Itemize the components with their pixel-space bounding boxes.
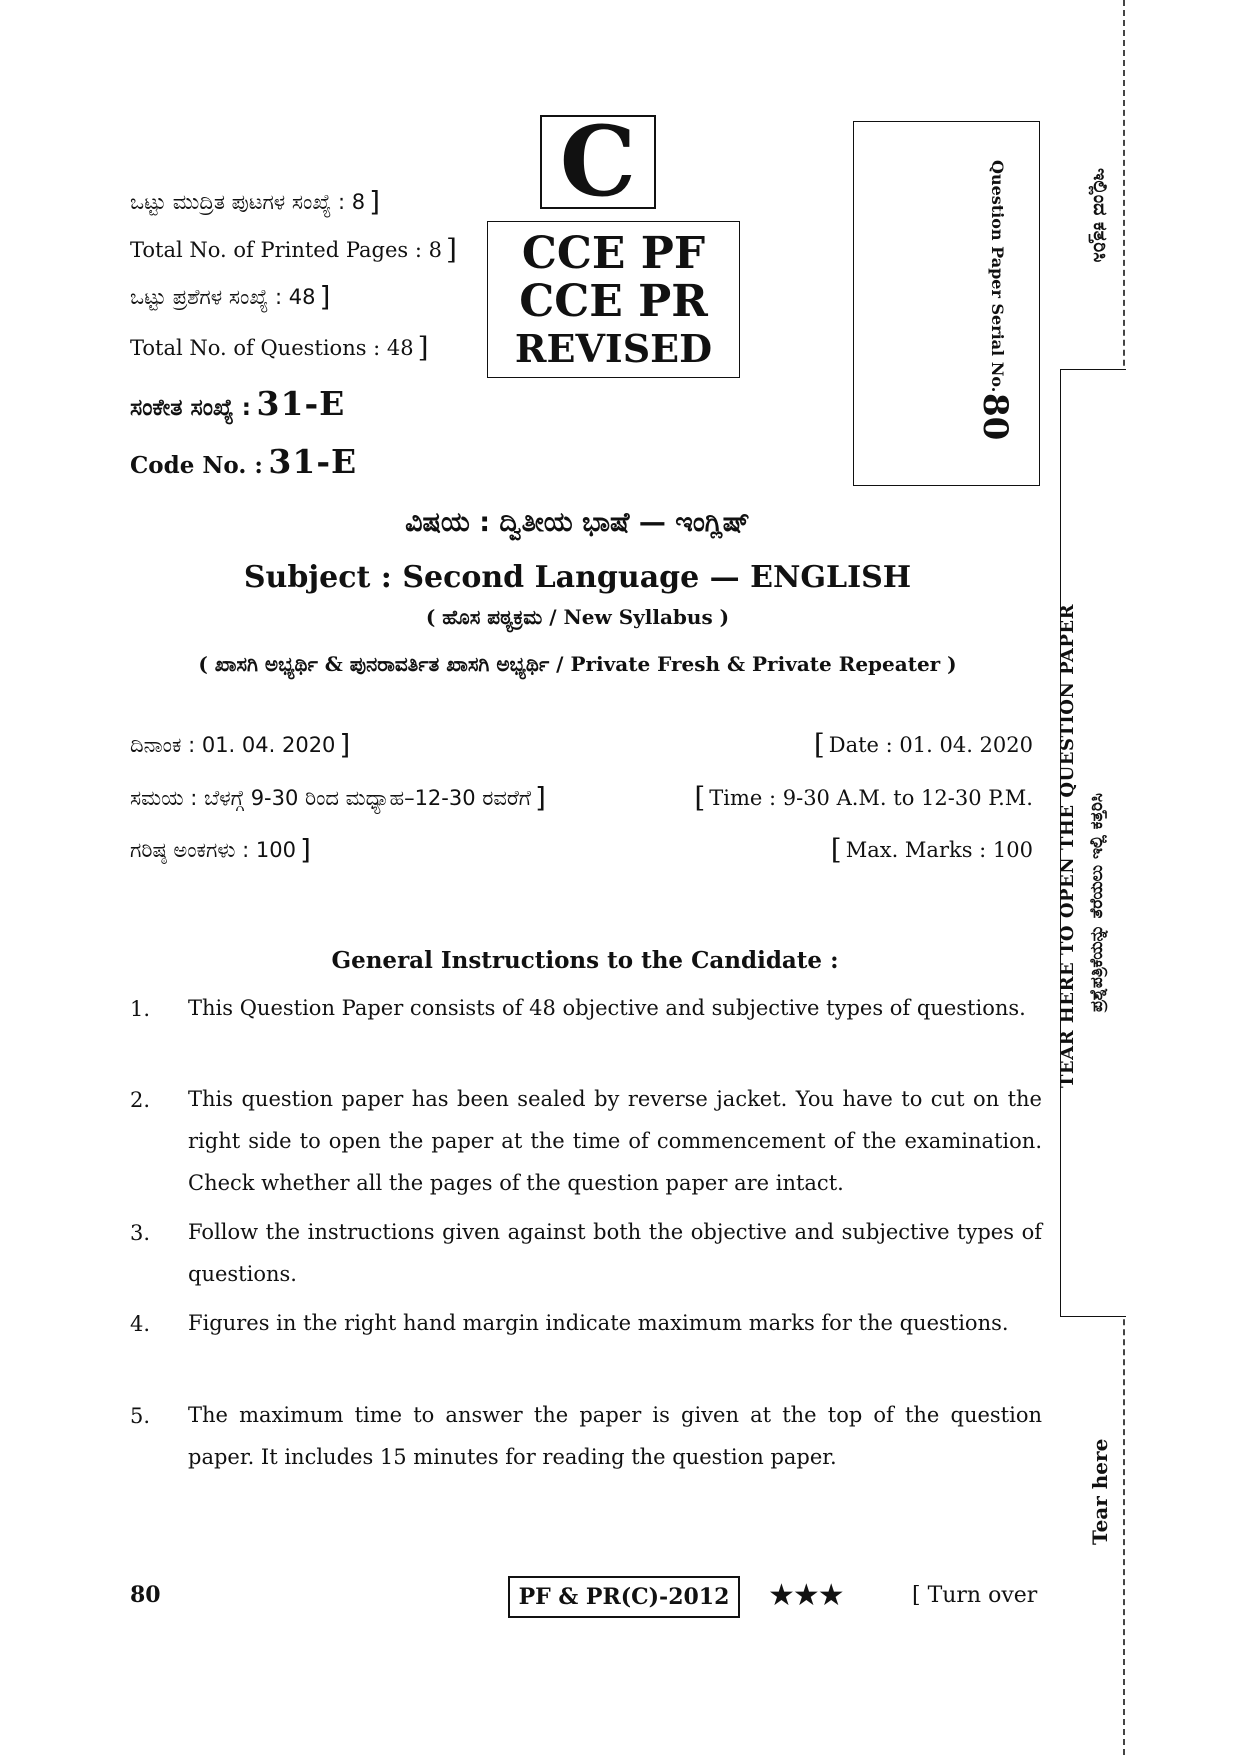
serial-vertical-wrap: [975, 160, 1023, 460]
time-kn: ಸಮಯ : ಬೆಳಗ್ಗೆ 9-30 ರಿಂದ ಮಧ್ಯಾಹ–12-30 ರವರೆಗೆ ]: [130, 781, 546, 814]
subject-title-en: Subject : Second Language — ENGLISH: [243, 560, 912, 595]
stars-icon: ★★★: [768, 1578, 843, 1613]
code-number-en: Code No. : 31-E: [130, 442, 358, 481]
serial-label: Question Paper Serial No.: [988, 160, 1007, 393]
subject-title-kn: ವಿಷಯ : ದ್ವಿತೀಯ ಭಾಷೆ — ಇಂಗ್ಲಿಷ್: [405, 507, 750, 538]
marks-kn: ಗರಿಷ್ಠ ಅಂಕಗಳು : 100 ]: [130, 833, 311, 866]
code-number-kn: ಸಂಕೇತ ಸಂಖ್ಯೆ : 31-E: [130, 384, 346, 423]
footer-serial: 80: [130, 1582, 161, 1608]
tear-open-kannada: ಪ್ರಶ್ನೆಪತ್ರಿಕೆಯನ್ನು ತೆರೆಯಲು ಇಲ್ಲಿ ಕತ್ತರಿಸಿ: [1087, 793, 1107, 1012]
paper-code-box: PF & PR(C)-2012: [508, 1576, 740, 1618]
cut-here-kannada: ಇಲ್ಲಿಂದ ಕತ್ತರಿಸಿ: [1089, 168, 1111, 263]
questions-en: Total No. of Questions : 48 ]: [130, 331, 429, 364]
time-en: [ Time : 9-30 A.M. to 12-30 P.M.: [694, 781, 1033, 814]
questions-kn: ಒಟ್ಟು ಪ್ರಶೆಗಳ ಸಂಖ್ಯೆ : 48 ]: [130, 280, 331, 313]
cce-line-3: REVISED: [514, 326, 713, 371]
cut-here-kannada-wrap: [1075, 168, 1115, 303]
marks-en: [ Max. Marks : 100: [830, 833, 1033, 866]
candidate-type: ( ಖಾಸಗಿ ಅಭ್ಯರ್ಥಿ & ಪುನರಾವರ್ತಿತ ಖಾಸಗಿ ಅಭ್ಯರ್ಥಿ / Private Fresh & Private Repeater ): [198, 652, 957, 676]
tear-here-label: Tear here: [1088, 1438, 1112, 1545]
paper-version-box: C: [540, 115, 656, 209]
cce-line-2: CCE PR: [519, 276, 708, 327]
syllabus-label: ( ಹೊಸ ಪಠ್ಯಕ್ರಮ / New Syllabus ): [425, 605, 730, 629]
printed-pages-kn: ಒಟ್ಟು ಮುದ್ರಿತ ಪುಟಗಳ ಸಂಖ್ಯೆ : 8 ]: [130, 185, 381, 218]
date-en: [ Date : 01. 04. 2020: [813, 728, 1033, 761]
tear-here-wrap: [1088, 1440, 1118, 1550]
turn-over-label: [ Turn over: [912, 1583, 1038, 1608]
cce-line-1: CCE PF: [521, 228, 706, 279]
instructions-heading: General Instructions to the Candidate :: [331, 947, 839, 974]
cce-category-box: [487, 221, 740, 378]
tear-open-english: TEAR HERE TO OPEN THE QUESTION PAPER: [1057, 603, 1078, 1088]
printed-pages-en: Total No. of Printed Pages : 8 ]: [130, 233, 457, 266]
serial-value: 80: [975, 393, 1015, 441]
date-kn: ದಿನಾಂಕ : 01. 04. 2020 ]: [130, 728, 351, 761]
